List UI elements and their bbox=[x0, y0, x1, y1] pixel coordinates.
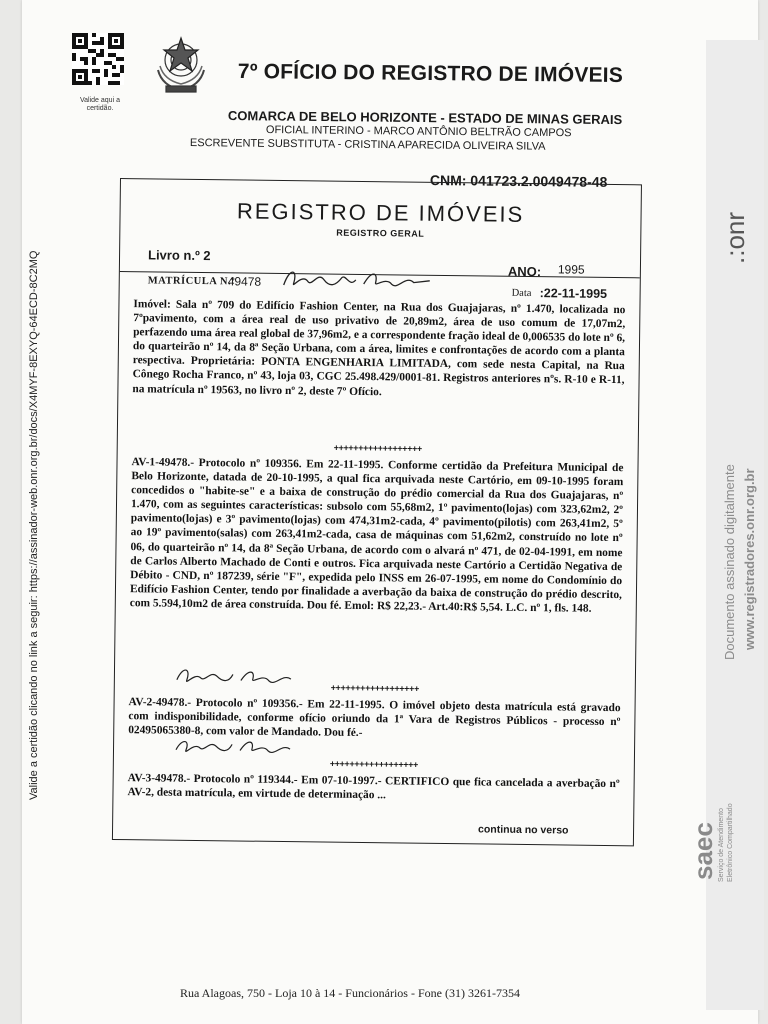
saec-subtitle: Eletrônico Compartilhado bbox=[727, 803, 734, 882]
validation-link[interactable]: Valide a certidão clicando no link a seguir: https://assinador-web.onr.org.br/docs/X4MYF-8EXYQ-64ECD-8C2MQ bbox=[28, 250, 40, 800]
onr-logo bbox=[716, 186, 756, 266]
digital-signature-text: Documento assinado digitalmente bbox=[722, 464, 737, 660]
matricula-number: 49478 bbox=[227, 274, 262, 289]
data-value: :22-11-1995 bbox=[539, 286, 608, 301]
ano-label: ANO: bbox=[507, 263, 542, 280]
coat-of-arms-icon bbox=[150, 30, 212, 96]
av2-entry: AV-2-49478.- Protocolo nº 109356.- Em 22-11-1995. O imóvel objeto desta matrícula está gravado com indisponibilidade, conforme ofício oriundo da 1ª Vara de Registros Públicos - processo nº 02495065380-8, com valor de Mandado. Dou fé.- bbox=[128, 696, 621, 740]
onr-logo-text: .:onr bbox=[720, 211, 750, 264]
office-title: 7º OFÍCIO DO REGISTRO DE IMÓVEIS bbox=[237, 60, 624, 88]
signature-icon bbox=[280, 265, 440, 295]
oficial-line: OFICIAL INTERINO - MARCO ANTÔNIO BELTRÃO CAMPOS bbox=[265, 124, 572, 140]
qr-caption: Valide aqui a certidão. bbox=[80, 97, 120, 112]
footer-address: Rua Alagoas, 750 - Loja 10 à 14 - Funcionários - Fone (31) 3261-7354 bbox=[180, 986, 520, 1000]
escrevente-line: ESCREVENTE SUBSTITUTA - CRISTINA APARECIDA OLIVEIRA SILVA bbox=[189, 137, 546, 153]
data-label: Data bbox=[511, 287, 532, 300]
signature-icon bbox=[174, 736, 314, 760]
qr-code[interactable] bbox=[72, 33, 124, 85]
saec-logo: saec bbox=[688, 822, 718, 880]
matricula-label: MATRÍCULA N.º bbox=[147, 275, 236, 288]
ano-value: 1995 bbox=[557, 262, 585, 277]
cnm-number: CNM: 041723.2.0049478-48 bbox=[429, 172, 608, 190]
registradores-url[interactable]: www.registradores.onr.org.br bbox=[742, 468, 757, 650]
comarca-heading: COMARCA DE BELO HORIZONTE - ESTADO DE MINAS GERAIS bbox=[227, 108, 623, 128]
separator-crosses: ++++++++++++++++++ bbox=[330, 683, 419, 695]
separator-crosses: ++++++++++++++++++ bbox=[333, 443, 422, 455]
livro-label: Livro n.º 2 bbox=[147, 247, 211, 264]
imovel-description: Imóvel: Sala nº 709 do Edifício Fashion Center, na Rua dos Guajajaras, nº 1.470, localizada no 7ºpavimento, com a área real de uso privativo de 20,89m2, área de uso comum de 17,07m2, perfazendo uma área real global de 37,96m2, e a correspondente fração ideal de 0,006535 do lote nº 6, do quarteirão nº 14, da 8ª Seção Urbana, com a área, limites e confrontações de acordo com a planta respectiva. Proprietária: PONTA ENGENHARIA LIMITADA, com sede nesta Capital, na Rua Cônego Rocha Franco, nº 43, loja 03, CGC 25.498.429/0001-81. Registros anteriores nºs. R-10 e R-11, na matrícula nº 19563, no livro nº 2, deste 7º Ofício. bbox=[132, 298, 626, 398]
registry-subtitle: REGISTRO GERAL bbox=[336, 227, 425, 239]
saec-subtitle: Serviço de Atendimento bbox=[718, 808, 725, 882]
continua-no-verso: continua no verso bbox=[477, 823, 569, 837]
av3-entry: AV-3-49478.- Protocolo nº 119344.- Em 07-10-1997.- CERTIFICO que fica cancelada a averbação nº AV-2, desta matrícula, em virtude de determinação ... bbox=[127, 772, 620, 802]
registration-record bbox=[112, 178, 642, 846]
separator-crosses: ++++++++++++++++++ bbox=[329, 759, 419, 771]
registry-title: REGISTRO DE IMÓVEIS bbox=[236, 198, 525, 227]
av1-entry: AV-1-49478.- Protocolo nº 109356. Em 22-11-1995. Conforme certidão da Prefeitura Municipal de Belo Horizonte, datada de 20-10-1995, a qual fica arquivada neste Cartório, em 09-10-1995 foram concedidos o "habite-se" e a baixa de construção do prédio comercial da Rua dos Guajajaras, nº 1.470, com as seguintes características: subsolo com 55,68m2, 1º pavimento(lojas) com 323,62m2, 2º pavimento(lojas) e 3º pavimento(lojas) com 474,31m2-cada, 4º pavimento(pilotis) com 263,41m2, 5º ao 19º pavimento(salas) com 263,41m2-cada, casa de máquinas com 51,62m2, construído no lote nº 06, do quarteirão nº 14, da 8ª Seção Urbana, de acordo com o alvará nº 471, de 02-04-1991, em nome de Carlos Alberto Machado de Conti e outros. Fica arquivada neste Cartório a Certidão Negativa de Débito - CND, nº 187239, série "F", expedida pelo INSS em 26-07-1995, em nome do Condomínio do Edifício Fashion Center, tendo por finalidade a averbação da baixa de construção do prédio descrito, com 5.594,10m2 de área construída. Dou fé. Emol: R$ 22,23.- Art.40:R$ 5,54. L.C. nº 1, fls. 148. bbox=[129, 456, 624, 615]
